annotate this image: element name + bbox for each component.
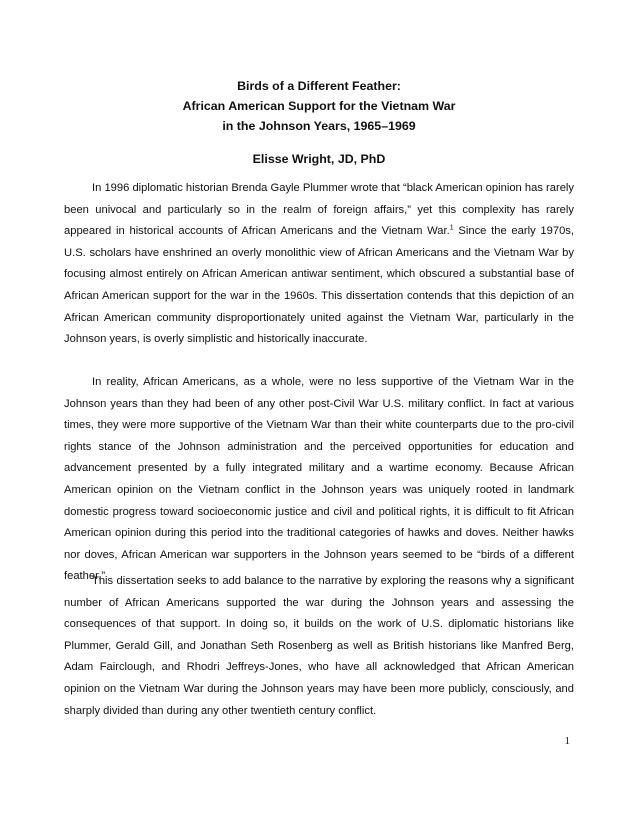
footnote-marker: 1 xyxy=(449,224,454,232)
document-title xyxy=(0,76,638,136)
title-line-3: in the Johnson Years, 1965–1969 xyxy=(222,119,416,133)
paragraph-1 xyxy=(64,178,574,351)
title-line-2: African American Support for the Vietnam War xyxy=(182,99,456,113)
paragraph-2: In reality, African Americans, as a whole, were no less supportive of the Vietnam War in the Johnson years than they had been of any other post-Civil War U.S. military conflict. In fact at various times, they were more supportive of the Vietnam War than their white counterparts due to the pro-civil rights stance of the Johnson administration and the perceived opportunities for education and advancement presented by a fully integrated military and a wartime economy. Because African American opinion on the Vietnam conflict in the Johnson years was uniquely rooted in landmark domestic progress toward socioeconomic justice and civil and political rights, it is difficult to fit African American opinion during this period into the traditional categories of hawks and doves. Neither hawks nor doves, African American war supporters in the Johnson years seemed to be “birds of a different feather.” xyxy=(64,376,574,583)
author-name: Elisse Wright, JD, PhD xyxy=(252,152,386,166)
paragraph-1-container xyxy=(64,178,574,351)
page-number: 1 xyxy=(564,735,570,747)
paragraph-1-text-before-footnote: In 1996 diplomatic historian Brenda Gayle Plummer wrote that “black American opinion has rarely been univocal and particularly so in the realm of foreign affairs,” yet this complexity has rarely appeared in historical accounts of African Americans and the Vietnam War. xyxy=(64,182,574,238)
paragraph-1-text-after-footnote: Since the early 1970s, U.S. scholars have enshrined an overly monolithic view of African Americans and the Vietnam War by focusing almost entirely on African American antiwar sentiment, which obscured a substantial base of African American support for the war in the 1960s. This dissertation contends that this depiction of an African American community disproportionately united against the Vietnam War, particularly in the Johnson years, is overly simplistic and historically inaccurate. xyxy=(64,225,575,346)
paragraph-3: This dissertation seeks to add balance to the narrative by exploring the reasons why a significant number of African Americans supported the war during the Johnson years and assessing the consequences of that support. In doing so, it builds on the work of U.S. diplomatic historians like Plummer, Gerald Gill, and Jonathan Seth Rosenberg as well as British historians like Manfred Berg, Adam Fairclough, and Rhodri Jeffreys-Jones, who have all acknowledged that African American opinion on the Vietnam War during the Johnson years may have been more publicly, consciously, and sharply divided than during any other twentieth century conflict. xyxy=(64,575,574,717)
title-line-1: Birds of a Different Feather: xyxy=(237,79,401,93)
paragraph-2-container xyxy=(64,372,574,588)
paragraph-3-container xyxy=(64,571,574,722)
